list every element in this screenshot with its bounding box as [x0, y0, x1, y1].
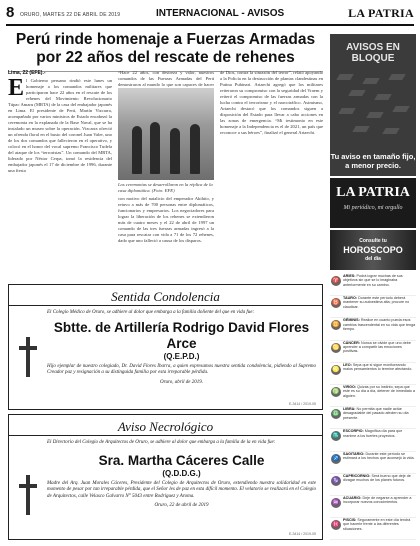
photo-caption: Los ceremonias se desarrollaron en la réplica de la casa diplomática. (Foto: EFE): [118, 182, 213, 193]
tile-shape: [362, 78, 379, 84]
page-number: 8: [6, 4, 15, 21]
condolence-intro: El Colegio Médico de Oruro, se adhiere al dolor que embarga a la familia doliente del que en vida fue:: [47, 310, 255, 315]
article-photo: [118, 88, 214, 180]
necrology-name: Sra. Martha Cáceres Calle: [98, 452, 265, 468]
horoscope-entry: ♋ CÁNCER: Nunca se olvide que uno debe aprender a compartir las emociones positivas.: [330, 341, 416, 363]
necrology-notice: [8, 414, 323, 540]
horoscope-subtitle: del día: [365, 256, 381, 262]
notice-code: E-3414 / 2019-05: [288, 532, 316, 536]
section-label: INTERNACIONAL - AVISOS: [156, 8, 285, 19]
condolence-initials: (Q.E.P.D.): [163, 351, 200, 361]
photo-figure: [190, 124, 200, 174]
article-headline: Perú rinde homenaje a Fuerzas Armadas por 22 años del rescate de rehenes: [8, 29, 323, 72]
zodiac-taurus-icon: ♉: [332, 300, 340, 307]
zodiac-libra-icon: ♎: [332, 411, 340, 418]
zodiac-cancer-icon: ♋: [332, 344, 340, 351]
horoscope-entry: ♈ ARIES: Podrá lograr muchas de sus objetivos sin que se lo imaginaba anteriormente en su camino.: [330, 274, 416, 296]
horoscope-entry: ♊ GÉMINIS: Realice en cuanto pueda esos cambios trascendental en su vida que tenga tiempo.: [330, 318, 416, 340]
horoscope-list: [330, 274, 416, 540]
condolence-date: Oruro, abril de 2019.: [159, 379, 203, 385]
necrology-body: Madre del Arq. Juan Morales Cáceres, Presidente del Colegio de Arquitectos de Oruro, extendiendo nuestra solidaridad en este momento de pesar por tan irreparable pérdida, que el Señor les de paz en esta difícil momento. El velatorio se realizará en el Colegio de Arquitectos, calle Velasco Galvarro N° 5043 entre Rodríguez y Aroma.: [47, 480, 316, 499]
tile-shape: [392, 106, 409, 112]
zodiac-pisces-icon: ♓: [332, 522, 340, 529]
la-patria-ad: [330, 178, 416, 228]
horoscope-entry: ♐ SAGITARIO: Durante este período se estimará a los hechos que aconsejó la vida.: [330, 452, 416, 474]
ad-patria-name: LA PATRIA: [336, 185, 410, 200]
zodiac-aquarius-icon: ♒: [332, 499, 340, 506]
zodiac-gemini-icon: ♊: [332, 322, 340, 329]
zodiac-leo-icon: ♌: [332, 366, 340, 373]
tile-shape: [352, 126, 369, 132]
tile-shape: [336, 74, 353, 80]
right-sidebar: [330, 34, 416, 542]
condolence-body: Hijo ejemplar de nuestro colegiado, Dr. David Flores Ibarra, a quien expresamos nuestra sentida condolencia, pidiendo al Supremo Creador paz y resignación a su distinguida familia por esta irreparable pérdida.: [47, 363, 316, 375]
photo-figure: [132, 126, 142, 174]
photo-figure: [170, 128, 180, 174]
horoscope-title: HOROSCOPO: [343, 245, 403, 255]
zodiac-aries-icon: ♈: [332, 278, 340, 284]
horoscope-entry: ♒ ACUARIO: Deje de negarse a aprender a incorporar nuevos conocimientos.: [330, 496, 416, 518]
tile-shape: [374, 94, 391, 100]
horoscope-entry: ♉ TAURO: Durante este período deberá mantener su autoestima alta; procure no claudicar.: [330, 296, 416, 318]
article-text-1: l Gobierno peruano rindió este lunes un homenaje a los comandos militares que participaron hace 22 años en el rescate de los rehenes del Movimiento Revolucionario Túpac Amaru (MRTA) de la casa del embajador japonés en Lima. El presidente de Perú, Martín Vizcarra, acompañado por varios ministros de Estado encabezó la ceremonia en la explanada de la Base Naval, que se ha instalado un museo sobre la operación. Vizcarra ofreció un ofrenda floral en el busto del coronel Juan Valer, uno de los dos comandos que fallecieron en el operativo, y colocó en el honor del vocal supremo Francisco Tudela del ataque de los “terroristas”. Un comando del MRTA, liderado por Néstor Cerpa, tomó la residencia del embajador japonés el 17 de diciembre de 1996, durante una fiesta: [8, 78, 112, 173]
article-text-3: de Dios, contra la sinrazón del terror”, relató apoyando a la Policía en la destrucción de plantas clandestinas en Putina Pubinari. Artaechi agregó que los militares reiteraron su compromiso con la seguridad del Vraem y reiteró el compromiso de las fuerzas armadas con la lucha contra el terrorismo y el narcotráfico. Asimismo, Artaechi destacó que los comandos siguen a disposición del Estado para llevar a cabo acciones en las zonas de emergencia. “Mi testimonio en este homenaje a la Independencia es el de 2021, un país que reconoce a sus héroes”, finalizó el general Artaechi.: [220, 70, 323, 135]
ad-avisos-tagline: Tu aviso en tamaño fijo, a menor precio.: [330, 152, 416, 170]
article-column-2-top: [118, 70, 214, 86]
tile-shape: [366, 112, 383, 118]
necrology-intro: El Directorio del Colegio de Arquitectos de Oruro, se adhiere al dolor que embarga a la familia de la en vida fue:: [47, 440, 276, 445]
photo-figure: [150, 122, 160, 174]
cross-icon: [17, 337, 39, 377]
horoscope-entry: ♍ VIRGO: Quizás por su instinto, sepa que este es su día a día, detener de inmediato a alguien.: [330, 385, 416, 407]
article-column-2: [118, 196, 214, 278]
condolence-name: Sbtte. de Artillería Rodrigo David Flores Arce: [53, 319, 310, 351]
horoscope-banner: [330, 230, 416, 270]
zodiac-virgo-icon: ♍: [332, 388, 340, 395]
necrology-initials: (Q.D.D.G.): [162, 468, 201, 478]
horoscope-kicker: Consulte tu: [359, 238, 387, 244]
page-header: [6, 4, 414, 26]
avisos-en-bloque-ad: [330, 34, 416, 176]
horoscope-entry: ♏ ESCORPIO: Magnifica día para que reanime a los fuertes proyectos.: [330, 429, 416, 451]
zodiac-sagittarius-icon: ♐: [332, 455, 340, 462]
necrology-title: Aviso Necrológico: [9, 418, 322, 436]
horoscope-entry: ♎ LIBRA: No permita que nadie actúe desagradable del pasado afecten su día presente.: [330, 407, 416, 429]
cross-icon: [17, 475, 39, 515]
condolence-notice: [8, 284, 323, 410]
horoscope-entry: ♑ CAPRICORNIO: Será bueno que deje de divagar muchos de los planes futuros.: [330, 474, 416, 496]
zodiac-scorpio-icon: ♏: [332, 433, 340, 440]
zodiac-capricorn-icon: ♑: [332, 477, 340, 484]
article-column-1: [8, 70, 112, 278]
tile-shape: [348, 90, 365, 96]
necrology-date: Oruro, 22 de abril de 2019: [154, 503, 209, 508]
article-column-3: [220, 70, 323, 278]
tile-shape: [338, 108, 355, 114]
ad-avisos-title: AVISOS EN BLOQUE: [346, 42, 400, 64]
article-text-2a: “Hace 22 años, con destreza y valor, nuestros comandos de las Fuerzas Armadas del Perú demostraron al mundo lo que son capaces de hacer: [118, 70, 214, 87]
notice-code: E-3414 / 2019-05: [288, 402, 316, 406]
horoscope-entry: ♓ PISCIS: Seguramente en este día tendrá que hacerle frente a las diferentes situaciones.: [330, 518, 416, 540]
horoscope-entry: ♌ LEO: Sepa que si sigue monitoreando malos pensamientos lo termine afectando.: [330, 363, 416, 385]
article-text-2b: con motivo del natalicio del emperador Akihito, y retuvo a más de 700 personas entre diplomáticos, funcionarios y empresarios. Los negociadores para lograr la liberación de los rehenes se extendieron más de cuatro meses y el 22 de abril de 1997 un comando de las tres fuerzas armadas ingresó a la casa para rescatar con vida a 71 de los 72 rehenes, dado que uno falleció a causa de los disparos.: [118, 196, 214, 243]
tile-shape: [388, 74, 405, 80]
dateline: ORURO, MARTES 22 DE ABRIL DE 2019: [20, 12, 121, 18]
article-byline: Lima, 22 (EFE).-: [8, 70, 46, 76]
masthead: LA PATRIA: [348, 6, 414, 20]
condolence-title: Sentida Condolencia: [9, 288, 322, 306]
article-dropcap: E: [8, 75, 25, 101]
tile-shape: [382, 128, 399, 134]
ad-patria-slogan: Mi periódico, mi orgullo: [343, 205, 403, 211]
